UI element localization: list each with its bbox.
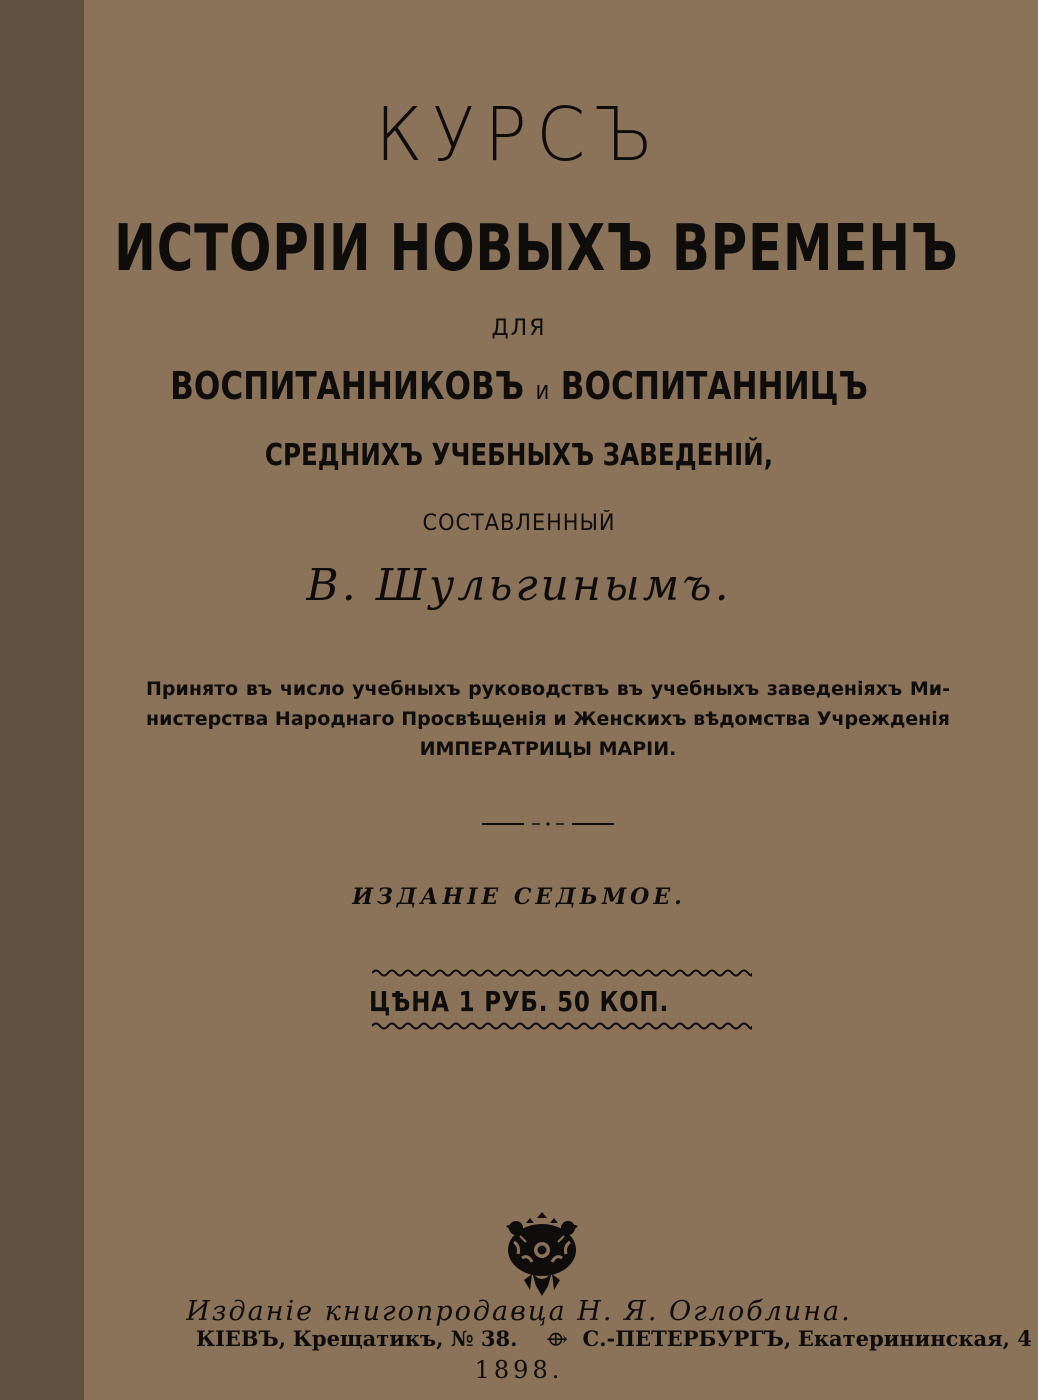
double-headed-eagle-emblem-icon — [502, 1210, 582, 1296]
approval-line-2: нистерства Народнаго Просвѣщенія и Женскихъ вѣдомства Учрежденія — [146, 708, 951, 730]
author-name: В. Шульгинымъ. — [306, 560, 732, 611]
approval-line-1: Принято въ число учебныхъ руководствъ въ учебныхъ заведеніяхъ Ми- — [146, 678, 950, 700]
title-line-main: ИСТОРІИ НОВЫХЪ ВРЕМЕНЪ — [114, 212, 959, 286]
approval-note — [146, 674, 950, 764]
wavy-rule-top-icon — [372, 967, 752, 979]
ornamental-rule-icon — [482, 821, 614, 827]
audience-line — [93, 364, 944, 408]
publisher-line: Изданіе книгопродавца Н. Я. Оглоблина. — [186, 1296, 852, 1327]
compiled-by-label: СОСТАВЛЕННЫЙ — [422, 511, 616, 536]
audience-b: ВОСПИТАННИЦЪ — [560, 364, 868, 408]
approval-line-3: ИМПЕРАТРИЦЫ МАРІИ. — [419, 738, 677, 760]
address-kiev: Крещатикъ, № 38. — [292, 1326, 518, 1351]
title-line-kurs: КУРСЪ — [375, 92, 663, 178]
institutions-line: СРЕДНИХЪ УЧЕБНЫХЪ ЗАВЕДЕНІЙ, — [264, 438, 774, 473]
wavy-rule-bottom-icon — [372, 1020, 752, 1032]
for-label: ДЛЯ — [491, 316, 547, 341]
city-petersburg: С.-ПЕТЕРБУРГЪ, — [582, 1326, 792, 1351]
book-spine — [0, 0, 84, 1400]
edition-label: ИЗДАНІЕ СЕДЬМОЕ. — [352, 884, 686, 910]
cities-line — [196, 1326, 1032, 1351]
address-petersburg: Екатерининская, 4 — [797, 1326, 1032, 1351]
publication-year: 1898. — [474, 1356, 564, 1384]
arrow-separator-icon: ⟴ — [546, 1327, 568, 1351]
city-kiev: КІЕВЪ, — [196, 1326, 287, 1351]
audience-and: и — [535, 376, 550, 406]
audience-a: ВОСПИТАННИКОВЪ — [170, 364, 524, 408]
price-label: ЦѢНА 1 РУБ. 50 КОП. — [368, 985, 670, 1018]
